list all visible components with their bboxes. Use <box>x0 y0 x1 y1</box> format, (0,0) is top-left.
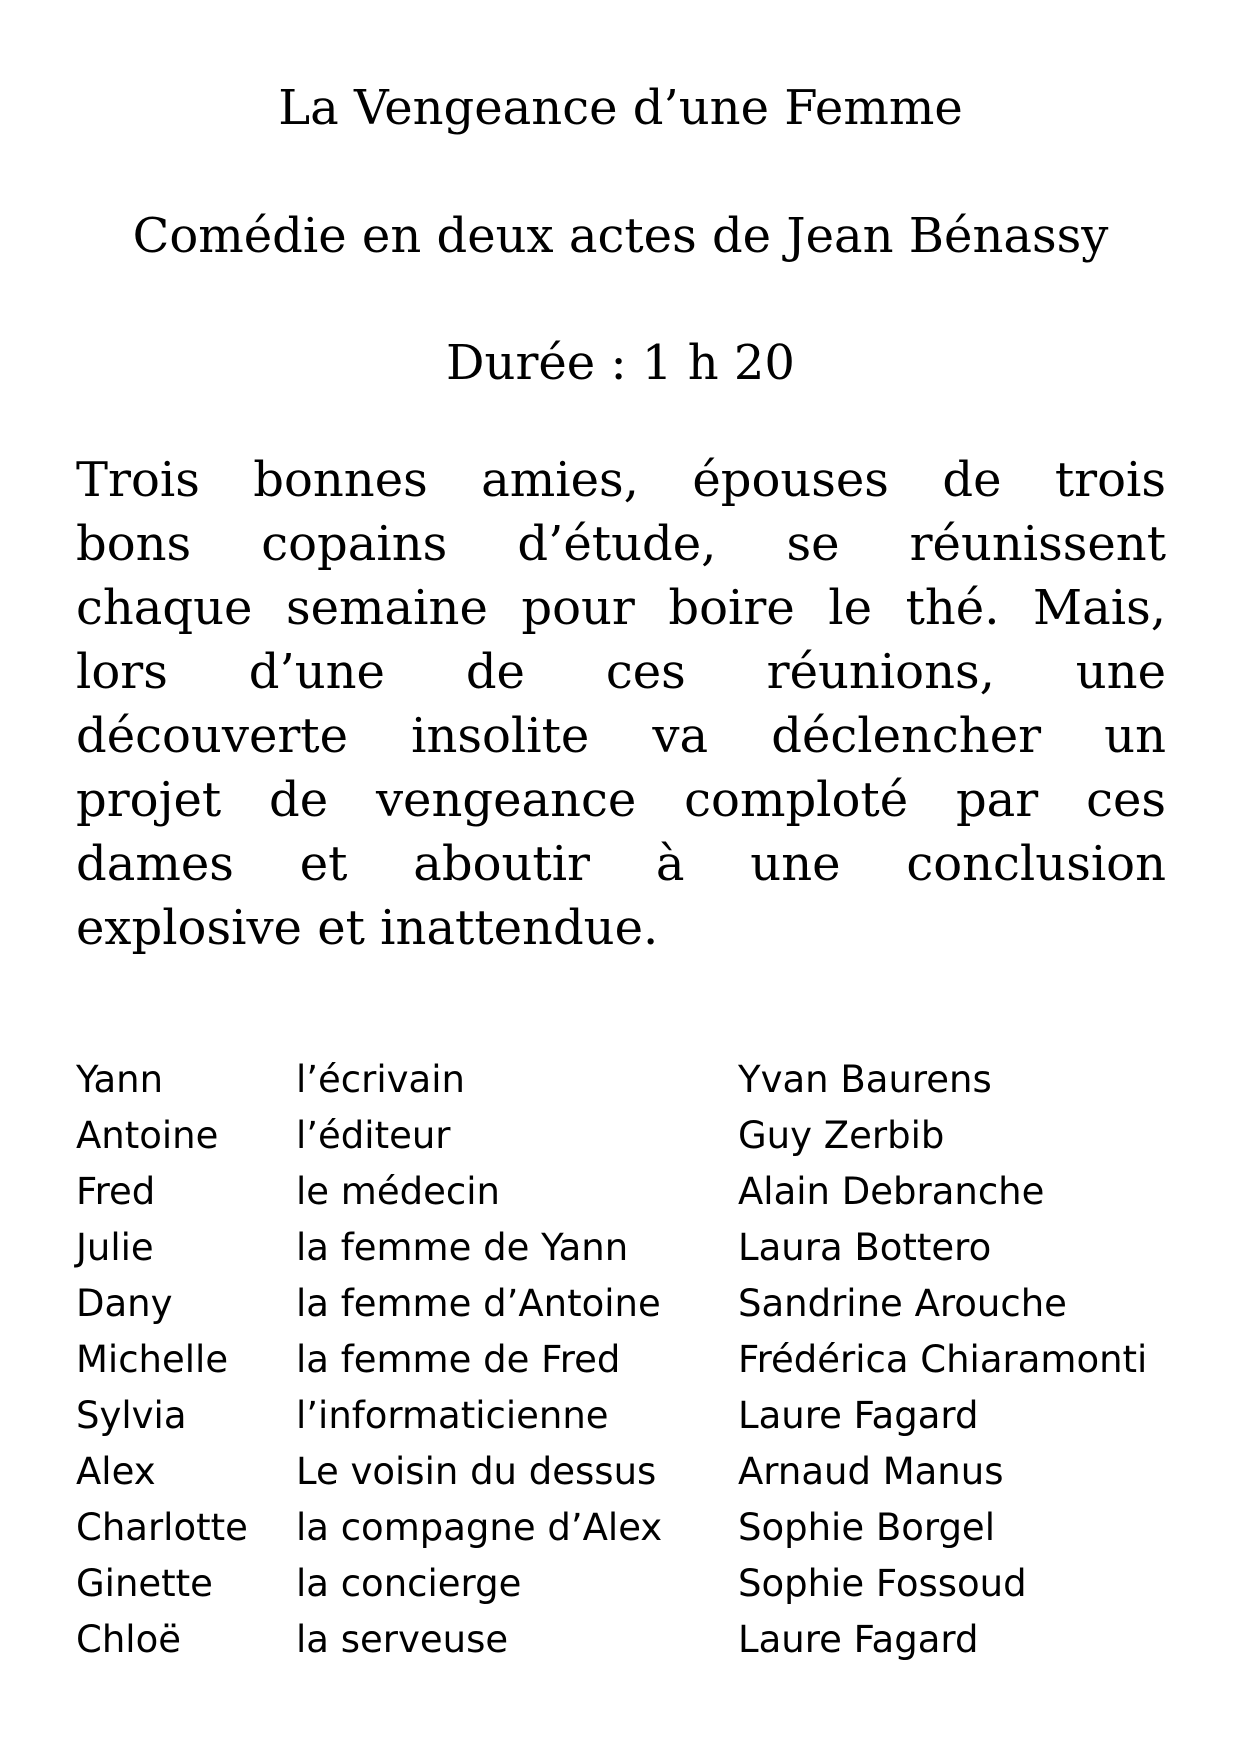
cast-role: l’éditeur <box>296 1114 451 1157</box>
cast-role: l’écrivain <box>296 1058 465 1101</box>
cast-row <box>76 1444 1176 1500</box>
cast-character: Ginette <box>76 1562 213 1605</box>
cast-character: Alex <box>76 1450 156 1493</box>
cast-character: Sylvia <box>76 1394 187 1437</box>
cast-role: la femme de Yann <box>296 1226 629 1269</box>
cast-row <box>76 1500 1176 1556</box>
cast-character: Antoine <box>76 1114 219 1157</box>
cast-character: Chloë <box>76 1618 181 1661</box>
play-subtitle: Comédie en deux actes de Jean Bénassy <box>132 208 1109 264</box>
cast-character: Julie <box>76 1226 154 1269</box>
cast-actor: Sophie Fossoud <box>738 1562 1027 1605</box>
play-title: La Vengeance d’une Femme <box>278 80 963 136</box>
cast-actor: Yvan Baurens <box>738 1058 992 1101</box>
cast-role: la compagne d’Alex <box>296 1506 663 1549</box>
synopsis-line: découverte insolite va déclencher un <box>76 708 1166 764</box>
cast-row <box>76 1556 1176 1612</box>
cast-character: Fred <box>76 1170 156 1213</box>
cast-list <box>76 1052 1176 1668</box>
play-duration: Durée : 1 h 20 <box>446 335 795 391</box>
cast-character: Yann <box>76 1058 164 1101</box>
cast-role: le médecin <box>296 1170 500 1213</box>
cast-role: la femme d’Antoine <box>296 1282 661 1325</box>
cast-actor: Sandrine Arouche <box>738 1282 1067 1325</box>
cast-actor: Guy Zerbib <box>738 1114 945 1157</box>
synopsis-line: chaque semaine pour boire le thé. Mais, <box>76 580 1166 636</box>
cast-actor: Laure Fagard <box>738 1394 979 1437</box>
synopsis-line: explosive et inattendue. <box>76 900 659 956</box>
cast-actor: Frédérica Chiaramonti <box>738 1338 1148 1381</box>
cast-row <box>76 1220 1176 1276</box>
synopsis-paragraph <box>76 448 1166 960</box>
cast-row <box>76 1276 1176 1332</box>
synopsis-line: Trois bonnes amies, épouses de trois <box>76 452 1166 508</box>
cast-row <box>76 1612 1176 1668</box>
synopsis-line: bons copains d’étude, se réunissent <box>76 516 1166 572</box>
cast-actor: Arnaud Manus <box>738 1450 1004 1493</box>
cast-actor: Alain Debranche <box>738 1170 1045 1213</box>
cast-character: Dany <box>76 1282 173 1325</box>
cast-row <box>76 1332 1176 1388</box>
cast-row <box>76 1052 1176 1108</box>
cast-role: la serveuse <box>296 1618 509 1661</box>
cast-role: la femme de Fred <box>296 1338 621 1381</box>
cast-actor: Laura Bottero <box>738 1226 992 1269</box>
cast-row <box>76 1388 1176 1444</box>
cast-row <box>76 1108 1176 1164</box>
cast-row <box>76 1164 1176 1220</box>
cast-character: Michelle <box>76 1338 229 1381</box>
cast-actor: Laure Fagard <box>738 1618 979 1661</box>
synopsis-line: projet de vengeance comploté par ces <box>76 772 1166 828</box>
synopsis-line: dames et aboutir à une conclusion <box>76 836 1166 892</box>
cast-actor: Sophie Borgel <box>738 1506 995 1549</box>
cast-role: Le voisin du dessus <box>296 1450 657 1493</box>
cast-role: l’informaticienne <box>296 1394 609 1437</box>
synopsis-line: lors d’une de ces réunions, une <box>76 644 1166 700</box>
cast-character: Charlotte <box>76 1506 248 1549</box>
cast-role: la concierge <box>296 1562 522 1605</box>
